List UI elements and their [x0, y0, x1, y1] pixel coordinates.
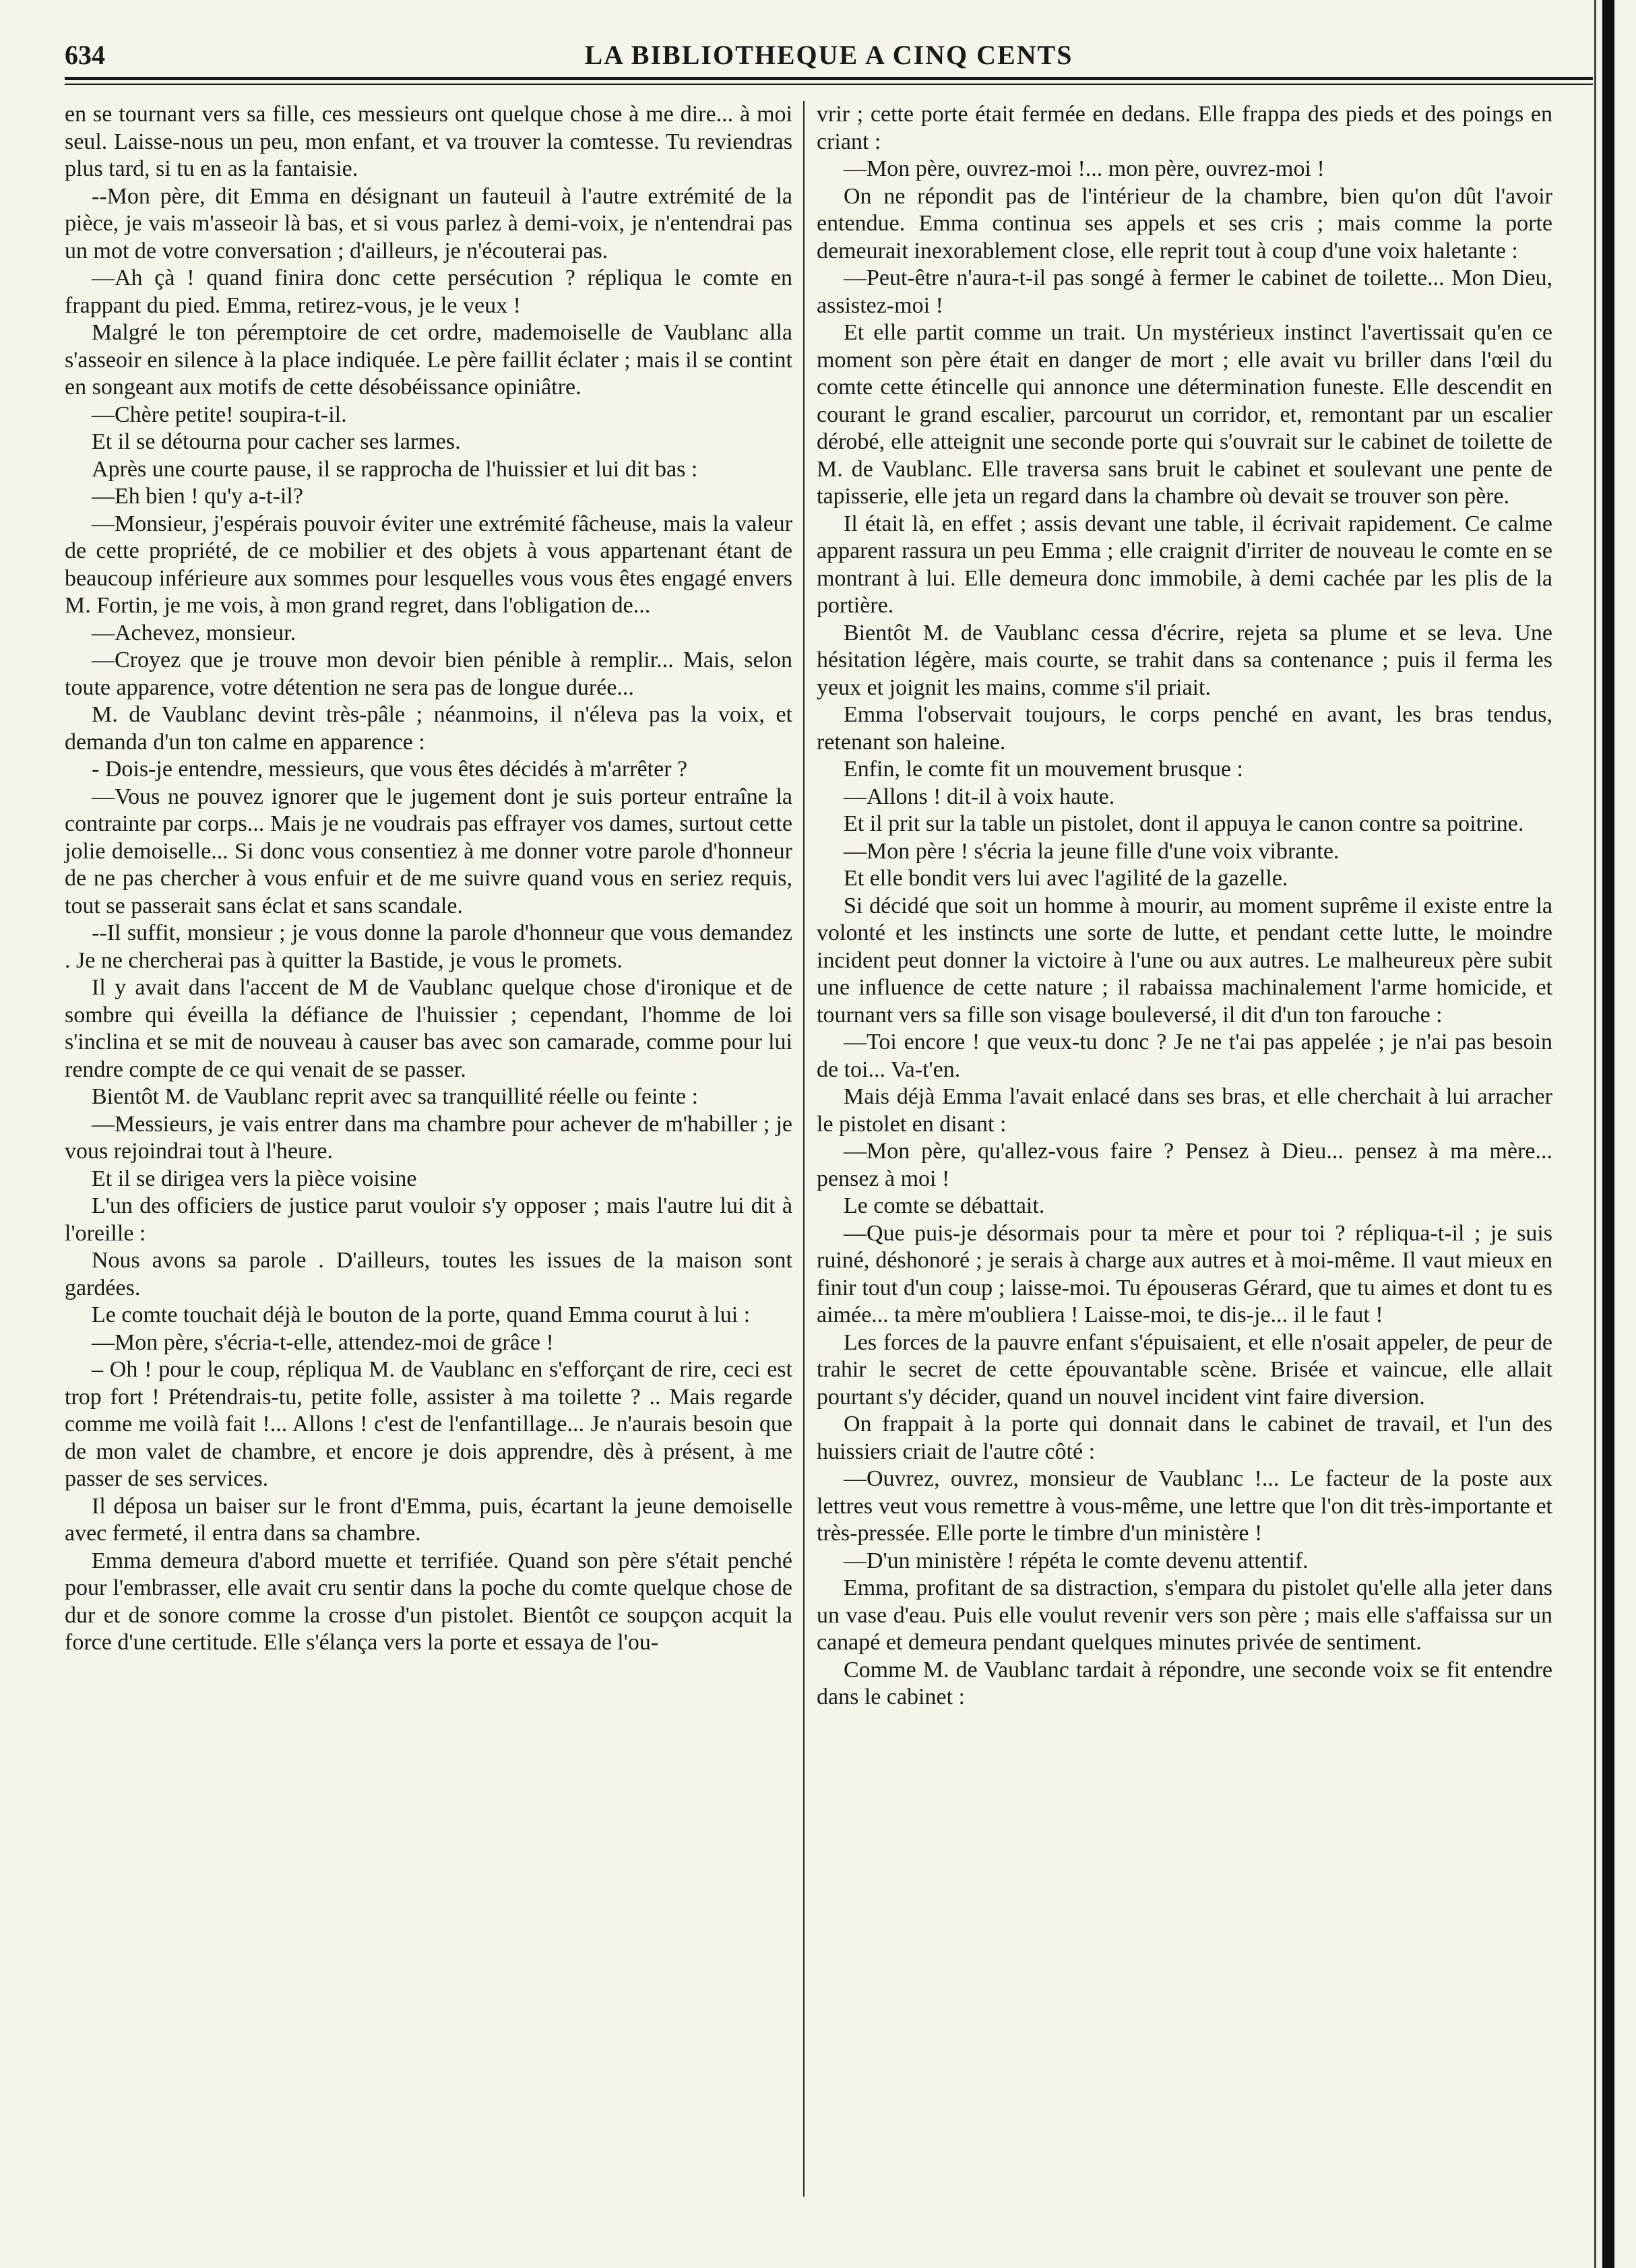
paragraph: Bientôt M. de Vaublanc cessa d'écrire, rejeta sa plume et se leva. Une hésitation légère, mais courte, se trahit dans sa contenance ; puis il ferma les yeux et joignit les mains, comme s'il priait. [817, 620, 1552, 700]
paragraph: --Il suffit, monsieur ; je vous donne la parole d'honneur que vous demandez . Je ne chercherai pas à quitter la Bastide, je vous le promets. [65, 920, 792, 973]
paragraph: Les forces de la pauvre enfant s'épuisaient, et elle n'osait appeler, de peur de trahir le secret de cette épouvantable scène. Brisée et vaincue, elle allait pourtant s'y décider, quand un nouvel incident vint faire diversion. [817, 1329, 1552, 1410]
page-edge-line [1594, 0, 1596, 2268]
left-column [65, 101, 792, 1657]
paragraph: Il y avait dans l'accent de M de Vaublanc quelque chose d'ironique et de sombre qui éveilla la défiance de l'huissier ; cependant, l'homme de loi s'inclina et se mit de nouveau à causer bas avec son camarade, comme pour lui rendre compte de ce qui venait de se passer. [65, 975, 792, 1082]
paragraph: Mais déjà Emma l'avait enlacé dans ses bras, et elle cherchait à lui arracher le pistolet en disant : [817, 1084, 1552, 1137]
paragraph: Et il prit sur la table un pistolet, dont il appuya le canon contre sa poitrine. [844, 811, 1524, 836]
paragraph: Si décidé que soit un homme à mourir, au moment suprême il existe entre la volonté et les instincts une sorte de lutte, et pendant cette lutte, le moindre incident peut donner la victoire à l'une ou aux autres. Le malheureux père subit une influence de cette nature ; il rabaissa machinalement l'arme homicide, et tournant vers sa fille son visage bouleversé, il dit d'un ton farouche : [817, 893, 1552, 1028]
paragraph: Emma, profitant de sa distraction, s'empara du pistolet qu'elle alla jeter dans un vase d'eau. Puis elle voulut revenir vers son père ; mais elle s'affaissa sur un canapé et demeura pendant quelques minutes privée de sentiment. [817, 1575, 1552, 1655]
paragraph: M. de Vaublanc devint très-pâle ; néanmoins, il n'éleva pas la voix, et demanda d'un ton calme en apparence : [65, 702, 792, 755]
paragraph: —Mon père ! s'écria la jeune fille d'une voix vibrante. [844, 838, 1340, 864]
paragraph: —Monsieur, j'espérais pouvoir éviter une extrémité fâcheuse, mais la valeur de cette propriété, de ce mobilier et des objets à vous appartenant étant de beaucoup inférieure aux sommes pour lesquelles vous vous êtes engagé envers M. Fortin, je me vois, à mon grand regret, dans l'obligation de... [65, 511, 792, 618]
paragraph: Emma l'observait toujours, le corps penché en avant, les bras tendus, retenant son haleine. [817, 702, 1552, 755]
paragraph: —Croyez que je trouve mon devoir bien pénible à remplir... Mais, selon toute apparence, votre détention ne sera pas de longue durée... [65, 648, 792, 700]
paragraph: en se tournant vers sa fille, ces messieurs ont quelque chose à me dire... à moi seul. Laisse-nous un peu, mon enfant, et va trouver la comtesse. Tu reviendras plus tard, si tu en as la fantaisie. [65, 102, 792, 181]
paragraph: On frappait à la porte qui donnait dans le cabinet de travail, et l'un des huissiers criait de l'autre côté : [817, 1412, 1552, 1464]
paragraph: Bientôt M. de Vaublanc reprit avec sa tranquillité réelle ou feinte : [92, 1084, 699, 1109]
paragraph: —Peut-être n'aura-t-il pas songé à fermer le cabinet de toilette... Mon Dieu, assistez-moi ! [817, 265, 1552, 318]
paragraph: Et elle bondit vers lui avec l'agilité de la gazelle. [844, 866, 1288, 891]
column-divider [803, 101, 805, 2197]
paragraph: —Mon père, ouvrez-moi !... mon père, ouvrez-moi ! [844, 156, 1325, 181]
paragraph: Et elle partit comme un trait. Un mystérieux instinct l'avertissait qu'en ce moment son père était en danger de mort ; elle avait vu briller dans l'œil du comte cette étincelle qui annonce une détermination funeste. Elle descendit en courant le grand escalier, parcourut un corridor, et, remontant par un escalier dérobé, elle atteignit une seconde porte qui s'ouvrait sur le cabinet de toilette de M. de Vaublanc. Elle traversa sans bruit le cabinet et soulevant une pente de tapisserie, elle jeta un regard dans la chambre où devait se trouver son père. [817, 320, 1552, 509]
paragraph: Comme M. de Vaublanc tardait à répondre, une seconde voix se fit entendre dans le cabinet : [817, 1657, 1552, 1709]
paragraph: Nous avons sa parole . D'ailleurs, toutes les issues de la maison sont gardées. [65, 1248, 792, 1300]
paragraph: Le comte touchait déjà le bouton de la porte, quand Emma courut à lui : [92, 1302, 751, 1327]
paragraph: L'un des officiers de justice parut vouloir s'y opposer ; mais l'autre lui dit à l'oreille : [65, 1193, 792, 1246]
paragraph: Le comte se débattait. [844, 1193, 1045, 1218]
paragraph: —Toi encore ! que veux-tu donc ? Je ne t'ai pas appelée ; je n'ai pas besoin de toi... Va-t'en. [817, 1030, 1552, 1082]
paragraph: Et il se détourna pour cacher ses larmes. [92, 429, 461, 454]
paragraph: —Achevez, monsieur. [92, 620, 296, 645]
header-rule-thick [65, 77, 1593, 80]
paragraph: —Eh bien ! qu'y a-t-il? [92, 484, 303, 509]
paragraph: —Messieurs, je vais entrer dans ma chambre pour achever de m'habiller ; je vous rejoindrai tout à l'heure. [65, 1111, 792, 1164]
paragraph: —D'un ministère ! répéta le comte devenu attentif. [844, 1548, 1309, 1573]
paragraph: —Que puis-je désormais pour ta mère et pour toi ? répliqua-t-il ; je suis ruiné, déshonoré ; je serais à charge aux autres et à moi-même. Il vaut mieux en finir tout d'un coup ; laisse-moi. Tu épouseras Gérard, que tu aimes et dont tu es aimée... ta mère m'oubliera ! Laisse-moi, te dis-je... il le faut ! [817, 1220, 1552, 1327]
header-rule-thin [65, 84, 1593, 85]
paragraph: —Chère petite! soupira-t-il. [92, 402, 347, 427]
paragraph: On ne répondit pas de l'intérieur de la chambre, bien qu'on dût l'avoir entendue. Emma continua ses appels et ses cris ; mais comme la porte demeurait inexorablement close, elle reprit tout à coup d'une voix haletante : [817, 183, 1552, 263]
paragraph: —Mon père, s'écria-t-elle, attendez-moi de grâce ! [92, 1329, 554, 1355]
paragraph: Enfin, le comte fit un mouvement brusque : [844, 757, 1243, 782]
page-header [65, 30, 1593, 77]
paragraph: Il était là, en effet ; assis devant une table, il écrivait rapidement. Ce calme apparent rassura un peu Emma ; elle craignit d'irriter de nouveau le comte en se montrant à lui. Elle demeura donc immobile, à demi cachée par les plis de la portière. [817, 511, 1552, 618]
page-number: 634 [65, 40, 105, 70]
paragraph: Il déposa un baiser sur le front d'Emma, puis, écartant la jeune demoiselle avec fermeté, il entra dans sa chambre. [65, 1493, 792, 1546]
paragraph: Et il se dirigea vers la pièce voisine [92, 1166, 417, 1191]
page-edge-bar [1602, 0, 1614, 2268]
paragraph: Malgré le ton péremptoire de cet ordre, mademoiselle de Vaublanc alla s'asseoir en silence à la place indiquée. Le père faillit éclater ; mais il se contint en songeant aux motifs de cette désobéissance opiniâtre. [65, 320, 792, 400]
right-column [817, 101, 1552, 1711]
paragraph: - Dois-je entendre, messieurs, que vous êtes décidés à m'arrêter ? [92, 757, 688, 782]
paragraph: --Mon père, dit Emma en désignant un fauteuil à l'autre extrémité de la pièce, je vais m'asseoir là bas, et si vous parlez à demi-voix, je n'entendrai pas un mot de votre conversation ; d'ailleurs, je n'écouterai pas. [65, 183, 792, 263]
paragraph: Emma demeura d'abord muette et terrifiée. Quand son père s'était penché pour l'embrasser, elle avait cru sentir dans la poche du comte quelque chose de dur et de sonore comme la crosse d'un pistolet. Bientôt ce soupçon acquit la force d'une certitude. Elle s'élança vers la porte et essaya de l'ou- [65, 1548, 792, 1655]
paragraph: —Vous ne pouvez ignorer que le jugement dont je suis porteur entraîne la contrainte par corps... Mais je ne voudrais pas effrayer vos dames, surtout cette jolie demoiselle... Si donc vous consentiez à me donner votre parole d'honneur de ne pas chercher à vous enfuir et de me suivre quand vous en seriez requis, tout se passerait sans éclat et sans scandale. [65, 784, 792, 918]
paragraph: —Mon père, qu'allez-vous faire ? Pensez à Dieu... pensez à ma mère... pensez à moi ! [817, 1139, 1552, 1191]
paragraph: – Oh ! pour le coup, répliqua M. de Vaublanc en s'efforçant de rire, ceci est trop fort ! Prétendrais-tu, petite folle, assister à ma toilette ? .. Mais regarde comme me voilà fait !... Allons ! c'est de l'enfantillage... Je n'aurais besoin que de mon valet de chambre, et encore je dois apprendre, dès à présent, à me passer de ses services. [65, 1357, 792, 1491]
paragraph: —Allons ! dit-il à voix haute. [844, 784, 1115, 809]
paragraph: —Ouvrez, ouvrez, monsieur de Vaublanc !... Le facteur de la poste aux lettres veut vous remettre à vous-même, une lettre que l'on dit très-importante et très-pressée. Elle porte le timbre d'un ministère ! [817, 1466, 1552, 1546]
running-title: LA BIBLIOTHEQUE A CINQ CENTS [584, 40, 1073, 70]
paragraph: Après une courte pause, il se rapprocha de l'huissier et lui dit bas : [92, 456, 698, 482]
paragraph: vrir ; cette porte était fermée en dedans. Elle frappa des pieds et des poings en criant : [817, 102, 1552, 154]
paragraph: —Ah çà ! quand finira donc cette persécution ? répliqua le comte en frappant du pied. Emma, retirez-vous, je le veux ! [65, 265, 792, 318]
